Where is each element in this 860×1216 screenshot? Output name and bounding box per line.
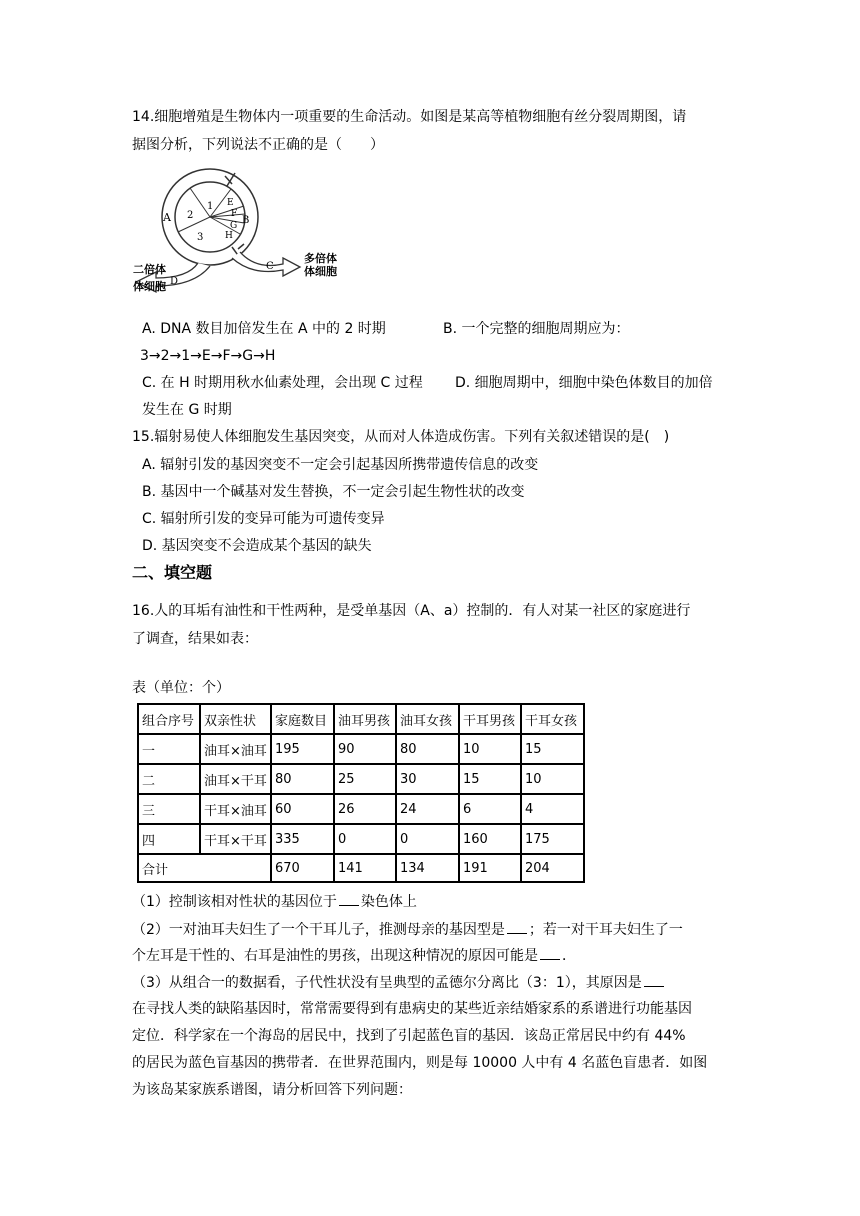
para-line1: 在寻找人类的缺陷基因时，常常需要得到有患病史的某些近亲结婚家系的系谱进行功能基因 — [132, 1001, 692, 1017]
q15-option-b: B. 基因中一个碱基对发生替换，不一定会引起生物性状的改变 — [142, 484, 525, 500]
q16-stem-line1: 16.人的耳垢有油性和干性两种，是受单基因（A、a）控制的．有人对某一社区的家庭进行 — [132, 603, 691, 619]
table-row — [138, 734, 584, 764]
table-header: 家庭数目 — [271, 704, 334, 734]
q16-sub2-text-c: 个左耳是干性的、右耳是油性的男孩，出现这种情况的原因可能是 — [132, 948, 538, 964]
table-cell: 60 — [271, 794, 334, 824]
table-cell: 160 — [459, 824, 521, 854]
table-cell: 335 — [271, 824, 334, 854]
table-cell: 二 — [138, 764, 200, 794]
label-polyploid-1: 多倍体 — [304, 252, 337, 265]
label-A: A — [163, 211, 171, 224]
table-cell: 670 — [271, 854, 334, 882]
table-row — [138, 794, 584, 824]
table-cell: 油耳×干耳 — [200, 764, 271, 794]
q15-option-d: D. 基因突变不会造成某个基因的缺失 — [142, 538, 372, 554]
table-cell: 6 — [459, 794, 521, 824]
q14-option-a: A. DNA 数目加倍发生在 A 中的 2 时期 — [142, 321, 386, 337]
table-cell: 25 — [334, 764, 396, 794]
q14-option-d-cont: 发生在 G 时期 — [142, 402, 232, 418]
q14-stem-line2: 据图分析，下列说法不正确的是（ ） — [132, 137, 384, 153]
table-cell: 191 — [459, 854, 521, 882]
label-B: B — [242, 215, 250, 226]
table-cell: 80 — [271, 764, 334, 794]
q16-sub2-line1 — [132, 919, 683, 940]
para-line4: 为该岛某家族系谱图，请分析回答下列问题： — [132, 1082, 412, 1098]
cell-cycle-figure — [128, 166, 358, 298]
table-cell: 195 — [271, 734, 334, 764]
q16-sub1-text-b: 染色体上 — [360, 894, 417, 910]
table-cell: 24 — [396, 794, 459, 824]
table-cell: 干耳×油耳 — [200, 794, 271, 824]
answer-blank[interactable] — [540, 945, 560, 960]
q15-option-a: A. 辐射引发的基因突变不一定会引起基因所携带遗传信息的改变 — [142, 457, 539, 473]
label-1: 1 — [207, 201, 214, 212]
table-row — [138, 764, 584, 794]
q14-option-d: D. 细胞周期中，细胞中染色体数目的加倍 — [455, 375, 713, 391]
label-D: D — [170, 276, 179, 287]
q16-sub2-text-a: （2）一对油耳夫妇生了一个干耳儿子，推测母亲的基因型是 — [132, 922, 505, 938]
answer-blank[interactable] — [339, 891, 359, 906]
table-cell: 30 — [396, 764, 459, 794]
q16-sub2-line2 — [132, 945, 576, 966]
q16-table-caption: 表（单位：个） — [132, 680, 230, 696]
para-line2: 定位．科学家在一个海岛的居民中，找到了引起蓝色盲的基因．该岛正常居民中约有 44% — [132, 1028, 686, 1044]
q14-option-b-cont: 3→2→1→E→F→G→H — [140, 348, 276, 364]
label-polyploid-2: 体细胞 — [304, 265, 337, 278]
table-header-row — [138, 704, 584, 734]
table-cell: 15 — [459, 764, 521, 794]
label-2: 2 — [187, 210, 194, 221]
table-cell: 90 — [334, 734, 396, 764]
table-cell: 四 — [138, 824, 200, 854]
label-G: G — [230, 221, 238, 231]
table-total-row — [138, 854, 584, 882]
q16-sub2-text-b: ；若一对干耳夫妇生了一 — [528, 922, 683, 938]
label-H: H — [225, 231, 233, 241]
label-diploid-2: 体细胞 — [133, 280, 166, 293]
table-cell: 油耳×油耳 — [200, 734, 271, 764]
q15-stem: 15.辐射易使人体细胞发生基因突变，从而对人体造成伤害。下列有关叙述错误的是( ) — [132, 429, 670, 445]
table-cell: 10 — [521, 764, 584, 794]
table-cell: 0 — [334, 824, 396, 854]
table-cell: 0 — [396, 824, 459, 854]
q15-option-c: C. 辐射所引发的变异可能为可遗传变异 — [142, 511, 385, 527]
label-F: F — [231, 209, 238, 219]
table-cell: 80 — [396, 734, 459, 764]
q14-option-c: C. 在 H 时期用秋水仙素处理，会出现 C 过程 — [142, 375, 423, 391]
table-cell: 三 — [138, 794, 200, 824]
q16-stem-line2: 了调查，结果如表： — [132, 631, 258, 647]
table-header: 油耳女孩 — [396, 704, 459, 734]
table-header: 组合序号 — [138, 704, 200, 734]
survey-table — [137, 703, 585, 883]
label-E: E — [227, 198, 234, 208]
table-cell: 141 — [334, 854, 396, 882]
table-cell: 15 — [521, 734, 584, 764]
label-C: C — [266, 261, 274, 272]
q16-sub1-text-a: （1）控制该相对性状的基因位于 — [132, 894, 337, 910]
table-header: 干耳男孩 — [459, 704, 521, 734]
table-row — [138, 824, 584, 854]
table-header: 油耳男孩 — [334, 704, 396, 734]
table-cell: 175 — [521, 824, 584, 854]
table-cell: 134 — [396, 854, 459, 882]
q16-sub3-text-a: （3）从组合一的数据看，子代性状没有呈典型的孟德尔分离比（3：1），其原因是 — [132, 975, 642, 991]
table-cell: 204 — [521, 854, 584, 882]
table-cell: 一 — [138, 734, 200, 764]
table-cell: 干耳×干耳 — [200, 824, 271, 854]
q14-stem-line1: 14.细胞增殖是生物体内一项重要的生命活动。如图是某高等植物细胞有丝分裂周期图，请 — [132, 109, 687, 125]
table-cell: 10 — [459, 734, 521, 764]
table-header: 双亲性状 — [200, 704, 271, 734]
q14-option-b: B. 一个完整的细胞周期应为： — [443, 321, 630, 337]
label-3: 3 — [197, 232, 204, 243]
q16-sub1 — [132, 891, 417, 912]
answer-blank[interactable] — [507, 919, 527, 934]
section-title: 二、填空题 — [132, 563, 213, 582]
label-diploid-1: 二倍体 — [133, 263, 166, 276]
table-header: 干耳女孩 — [521, 704, 584, 734]
q16-sub3 — [132, 972, 666, 993]
table-total-label: 合计 — [138, 854, 271, 882]
table-cell: 4 — [521, 794, 584, 824]
para-line3: 的居民为蓝色盲基因的携带者．在世界范围内，则是每 10000 人中有 4 名蓝色盲患者．如图 — [132, 1055, 708, 1071]
q16-sub2-text-d: ． — [562, 948, 576, 964]
answer-blank[interactable] — [644, 972, 664, 987]
table-cell: 26 — [334, 794, 396, 824]
